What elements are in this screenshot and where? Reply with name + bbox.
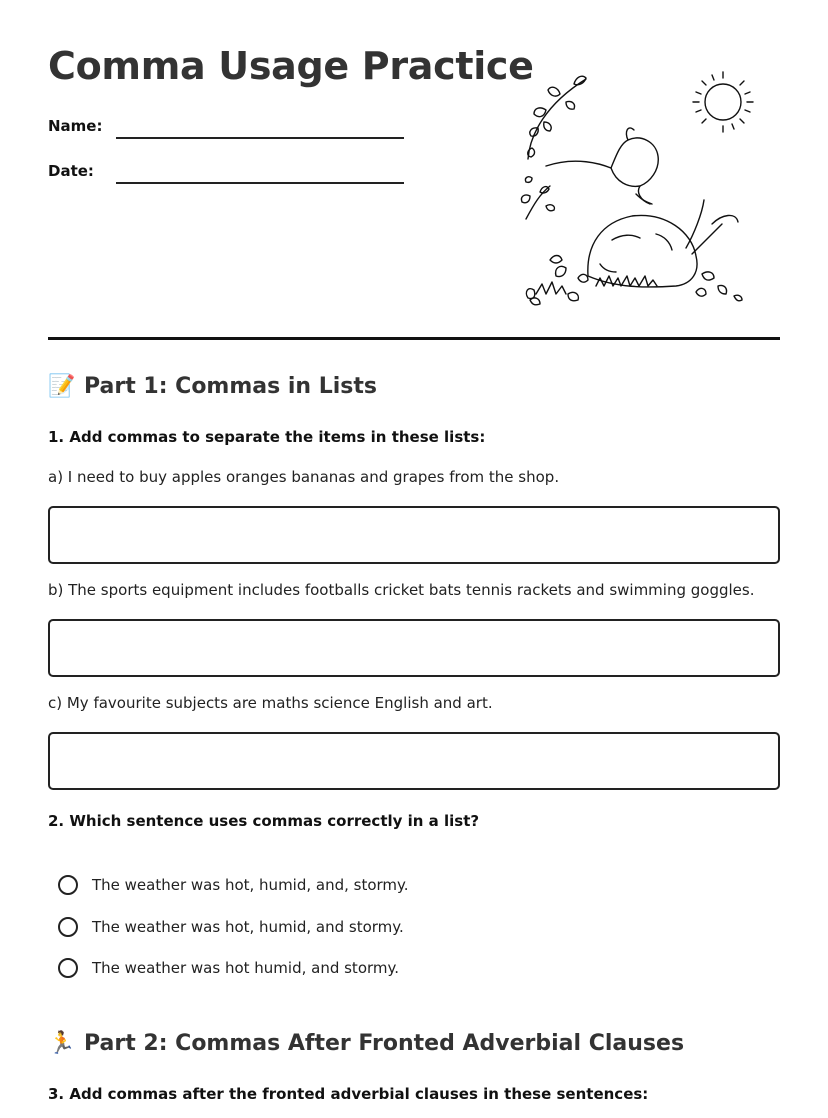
name-label: Name:	[48, 117, 103, 135]
option-2[interactable]	[58, 917, 404, 937]
kangaroo-icon	[546, 128, 658, 204]
date-label: Date:	[48, 162, 94, 180]
kangaroo-rock-sun-illustration	[516, 64, 756, 310]
question-1a-text: a) I need to buy apples oranges bananas and grapes from the shop.	[48, 468, 560, 486]
running-person-icon: 🏃	[48, 1031, 76, 1056]
question-2-heading: 2. Which sentence uses commas correctly in a list?	[48, 812, 480, 830]
name-line[interactable]	[116, 137, 404, 139]
radio-button[interactable]	[58, 958, 78, 978]
radio-button[interactable]	[58, 917, 78, 937]
question-1-heading: 1. Add commas to separate the items in these lists:	[48, 428, 486, 446]
answer-box-1a[interactable]	[48, 506, 780, 564]
rock-icon	[588, 215, 697, 287]
radio-button[interactable]	[58, 875, 78, 895]
worksheet-title: Comma Usage Practice	[48, 44, 534, 88]
header-divider	[48, 337, 780, 340]
option-1-label: The weather was hot, humid, and, stormy.	[92, 876, 409, 894]
sun-icon	[693, 72, 753, 132]
answer-box-1c[interactable]	[48, 732, 780, 790]
question-1b-text: b) The sports equipment includes footballs cricket bats tennis rackets and swimming goggles.	[48, 581, 755, 599]
part1-title-text: Part 1: Commas in Lists	[84, 374, 378, 399]
option-3[interactable]	[58, 958, 399, 978]
question-3-heading: 3. Add commas after the fronted adverbial clauses in these sentences:	[48, 1085, 649, 1103]
part2-title	[48, 1031, 684, 1056]
part2-title-text: Part 2: Commas After Fronted Adverbial Clauses	[84, 1031, 685, 1056]
memo-icon: 📝	[48, 374, 76, 399]
date-line[interactable]	[116, 182, 404, 184]
option-2-label: The weather was hot, humid, and stormy.	[92, 918, 404, 936]
part1-title	[48, 374, 377, 399]
answer-box-1b[interactable]	[48, 619, 780, 677]
option-3-label: The weather was hot humid, and stormy.	[92, 959, 400, 977]
option-1[interactable]	[58, 875, 409, 895]
question-1c-text: c) My favourite subjects are maths science English and art.	[48, 694, 493, 712]
